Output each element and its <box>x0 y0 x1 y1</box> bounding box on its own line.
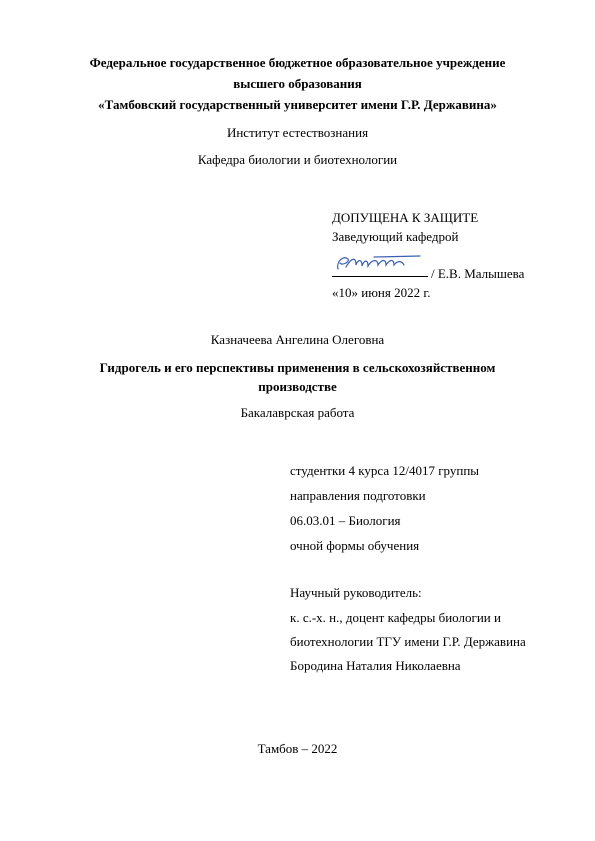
student-info-line: направления подготовки <box>290 488 426 503</box>
org-name-line2: высшего образования <box>233 76 362 91</box>
author-name: Казначеева Ангелина Олеговна <box>210 332 385 347</box>
signature-image <box>334 251 426 275</box>
thesis-title-line2: производстве <box>258 379 337 394</box>
department-name: Кафедра биологии и биотехнологии <box>197 152 398 167</box>
supervisor-degree-line2: биотехнологии ТГУ имени Г.Р. Державина <box>290 634 526 649</box>
approval-signer: / Е.В. Малышева <box>431 266 525 281</box>
student-info-line: очной формы обучения <box>290 538 420 553</box>
work-type: Бакалаврская работа <box>240 405 355 420</box>
approval-status: ДОПУЩЕНА К ЗАЩИТЕ <box>332 210 479 225</box>
footer-city-year: Тамбов – 2022 <box>257 741 338 756</box>
institute-name: Институт естествознания <box>226 125 369 140</box>
approval-date: «10» июня 2022 г. <box>332 285 431 300</box>
student-info-line: 06.03.01 – Биология <box>290 513 401 528</box>
supervisor-degree-line1: к. с.-х. н., доцент кафедры биологии и <box>290 610 501 625</box>
supervisor-name: Бородина Наталия Николаевна <box>290 658 461 673</box>
org-name-line1: Федеральное государственное бюджетное образовательное учреждение <box>89 55 506 70</box>
thesis-title-line1: Гидрогель и его перспективы применения в сельскохозяйственном <box>99 360 496 375</box>
org-name-line3: «Тамбовский государственный университет имени Г.Р. Державина» <box>98 97 497 112</box>
supervisor-label: Научный руководитель: <box>290 585 422 600</box>
approval-position: Заведующий кафедрой <box>332 229 459 244</box>
student-info-line: студентки 4 курса 12/4017 группы <box>290 463 480 478</box>
